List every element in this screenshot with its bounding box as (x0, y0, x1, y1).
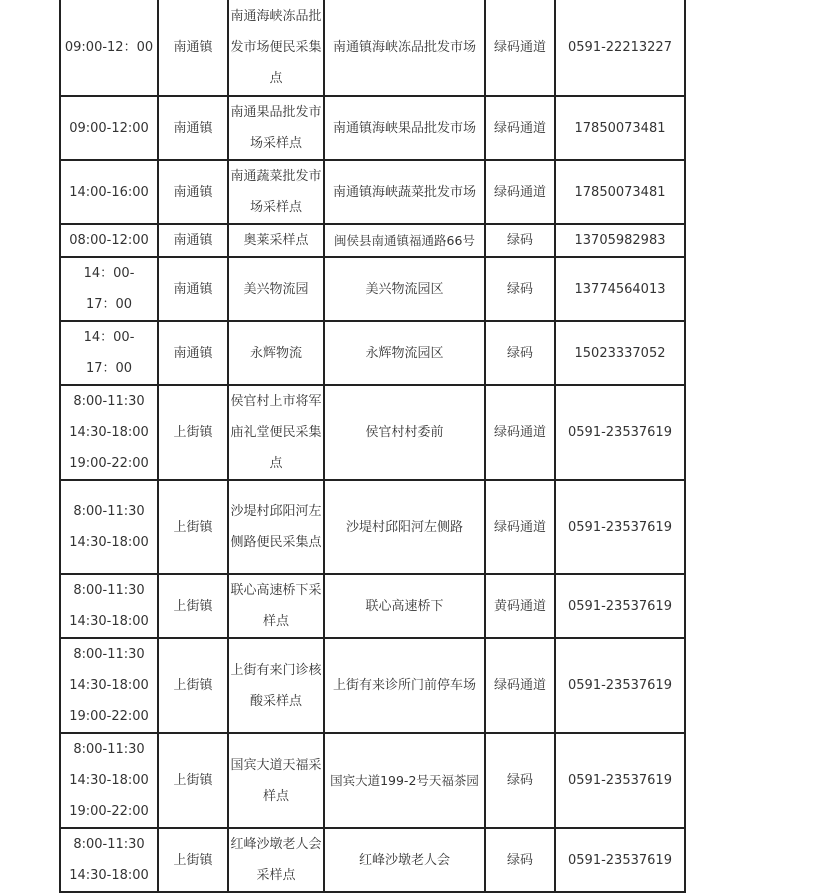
site-cell: 沙堤村邱阳河左侧路便民采集点 (228, 480, 324, 574)
table-row (60, 0, 685, 96)
time-line: 8:00-11:30 (73, 742, 145, 757)
code-cell: 绿码通道 (485, 0, 555, 96)
phone-cell: 0591-23537619 (555, 385, 685, 480)
time-line: 8:00-11:30 (73, 394, 145, 409)
phone-cell: 17850073481 (555, 96, 685, 160)
town-cell: 南通镇 (158, 321, 228, 385)
town-cell: 上街镇 (158, 638, 228, 733)
town-cell: 上街镇 (158, 828, 228, 892)
time-line: 8:00-11:30 (73, 647, 145, 662)
site-cell: 南通蔬菜批发市场采样点 (228, 160, 324, 224)
phone-cell: 0591-23537619 (555, 638, 685, 733)
address-cell: 永辉物流园区 (324, 321, 485, 385)
phone-cell: 0591-23537619 (555, 574, 685, 638)
site-cell: 侯官村上市将军庙礼堂便民采集点 (228, 385, 324, 480)
time-cell (60, 828, 158, 892)
address-cell: 红峰沙墩老人会 (324, 828, 485, 892)
time-line: 19:00-22:00 (69, 709, 149, 724)
time-cell (60, 257, 158, 321)
time-line: 19:00-22:00 (69, 804, 149, 819)
table-row (60, 385, 685, 480)
town-cell: 南通镇 (158, 160, 228, 224)
phone-cell: 0591-23537619 (555, 828, 685, 892)
table-row (60, 257, 685, 321)
time-cell (60, 224, 158, 257)
site-cell: 南通果品批发市场采样点 (228, 96, 324, 160)
code-cell: 绿码通道 (485, 160, 555, 224)
code-cell: 绿码 (485, 828, 555, 892)
phone-cell: 0591-23537619 (555, 480, 685, 574)
site-cell: 红峰沙墩老人会采样点 (228, 828, 324, 892)
code-cell: 绿码通道 (485, 96, 555, 160)
site-cell: 联心高速桥下采样点 (228, 574, 324, 638)
time-cell (60, 574, 158, 638)
address-cell: 上街有来诊所门前停车场 (324, 638, 485, 733)
address-cell: 南通镇海峡冻品批发市场 (324, 0, 485, 96)
phone-cell: 15023337052 (555, 321, 685, 385)
time-cell (60, 0, 158, 96)
town-cell: 南通镇 (158, 224, 228, 257)
sampling-sites-table (59, 0, 686, 893)
address-cell: 沙堤村邱阳河左侧路 (324, 480, 485, 574)
time-line: 14:00-16:00 (69, 184, 149, 200)
site-cell: 上街有来门诊核酸采样点 (228, 638, 324, 733)
town-cell: 上街镇 (158, 385, 228, 480)
table-row (60, 638, 685, 733)
time-line: 14:30-18:00 (69, 425, 149, 440)
address-cell: 联心高速桥下 (324, 574, 485, 638)
table-row (60, 321, 685, 385)
time-line: 14:30-18:00 (69, 614, 149, 629)
town-cell: 南通镇 (158, 96, 228, 160)
time-line: 19:00-22:00 (69, 456, 149, 471)
time-line: 08:00-12:00 (69, 233, 149, 248)
time-line: 14:30-18:00 (69, 535, 149, 550)
time-cell (60, 385, 158, 480)
time-cell (60, 480, 158, 574)
phone-cell: 0591-23537619 (555, 733, 685, 828)
time-line: 8:00-11:30 (73, 504, 145, 519)
address-cell: 南通镇海峡蔬菜批发市场 (324, 160, 485, 224)
phone-cell: 17850073481 (555, 160, 685, 224)
time-line: 8:00-11:30 (73, 837, 145, 852)
address-cell: 美兴物流园区 (324, 257, 485, 321)
time-line: 14：00-17：00 (83, 266, 135, 312)
table-row (60, 480, 685, 574)
time-line: 09:00-12：00 (64, 40, 154, 55)
time-cell (60, 733, 158, 828)
table-row (60, 160, 685, 224)
site-cell: 永辉物流 (228, 321, 324, 385)
code-cell: 绿码通道 (485, 480, 555, 574)
time-line: 14：00-17：00 (83, 330, 135, 376)
address-cell: 闽侯县南通镇福通路66号 (324, 224, 485, 257)
code-cell: 绿码 (485, 733, 555, 828)
time-line: 8:00-11:30 (73, 583, 145, 598)
table-row (60, 828, 685, 892)
table-row (60, 733, 685, 828)
town-cell: 上街镇 (158, 733, 228, 828)
address-cell: 南通镇海峡果品批发市场 (324, 96, 485, 160)
time-line: 09:00-12:00 (69, 120, 149, 136)
address-cell: 国宾大道199-2号天福茶园 (324, 733, 485, 828)
code-cell: 绿码 (485, 321, 555, 385)
phone-cell: 0591-22213227 (555, 0, 685, 96)
code-cell: 绿码通道 (485, 385, 555, 480)
code-cell: 绿码 (485, 257, 555, 321)
address-cell: 侯官村村委前 (324, 385, 485, 480)
phone-cell: 13705982983 (555, 224, 685, 257)
time-cell (60, 160, 158, 224)
table-row (60, 224, 685, 257)
time-cell (60, 321, 158, 385)
time-line: 14:30-18:00 (69, 773, 149, 788)
town-cell: 上街镇 (158, 574, 228, 638)
table-row (60, 96, 685, 160)
time-cell (60, 638, 158, 733)
time-line: 14:30-18:00 (69, 868, 149, 883)
town-cell: 上街镇 (158, 480, 228, 574)
town-cell: 南通镇 (158, 0, 228, 96)
time-line: 14:30-18:00 (69, 678, 149, 693)
code-cell: 黄码通道 (485, 574, 555, 638)
time-cell (60, 96, 158, 160)
site-cell: 南通海峡冻品批发市场便民采集点 (228, 0, 324, 96)
code-cell: 绿码 (485, 224, 555, 257)
table-row (60, 574, 685, 638)
town-cell: 南通镇 (158, 257, 228, 321)
code-cell: 绿码通道 (485, 638, 555, 733)
site-cell: 美兴物流园 (228, 257, 324, 321)
site-cell: 国宾大道天福采样点 (228, 733, 324, 828)
site-cell: 奥莱采样点 (228, 224, 324, 257)
phone-cell: 13774564013 (555, 257, 685, 321)
